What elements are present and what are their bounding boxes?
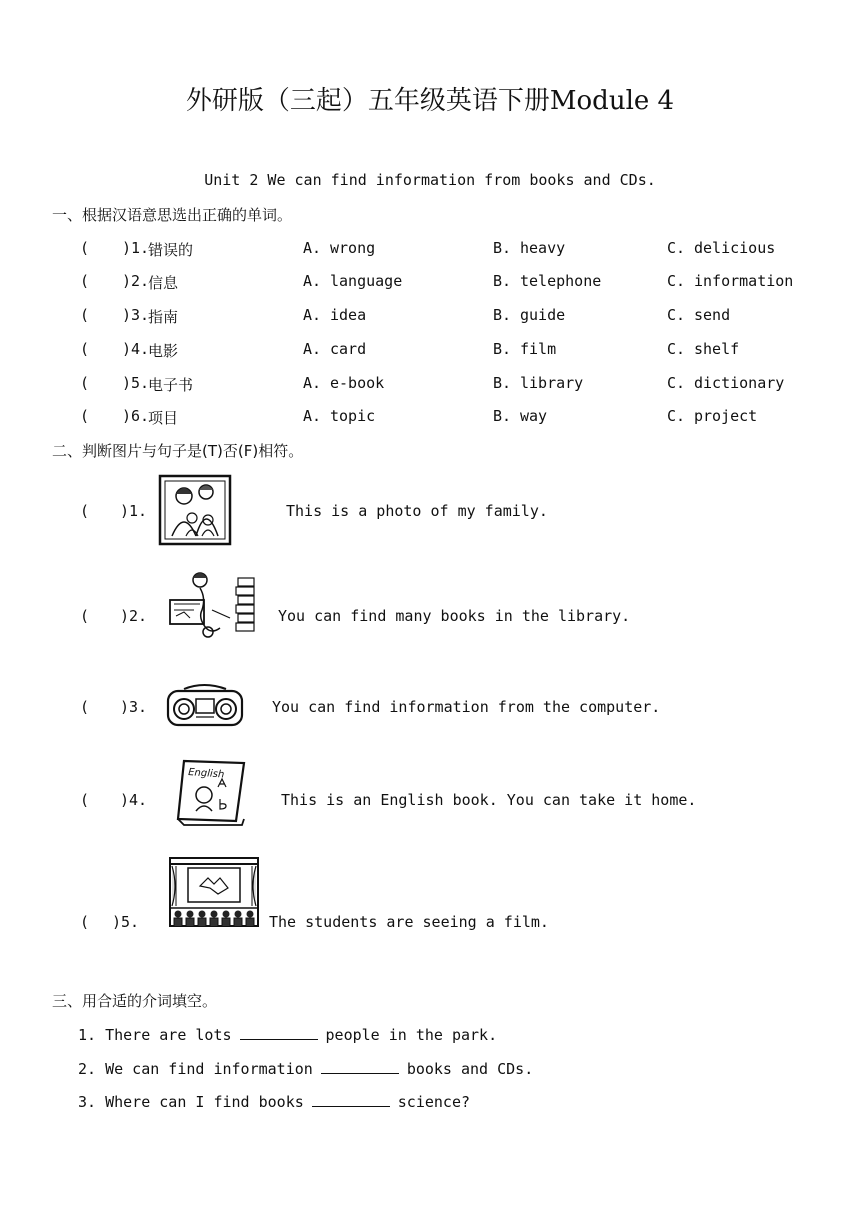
option-a: language — [330, 272, 403, 290]
unit-subtitle: Unit 2 We can find information from books and CDs. — [204, 171, 656, 189]
radio-cassette-icon — [166, 683, 244, 729]
question-number: )5. — [112, 913, 140, 931]
option-b: guide — [520, 306, 566, 324]
option-c-label: C. — [667, 340, 686, 358]
option-a-label: A. — [303, 407, 322, 425]
option-b: film — [520, 340, 557, 358]
sentence-before: Where can I find books — [105, 1093, 304, 1111]
question-number: )4. — [120, 791, 148, 809]
statement-sentence: This is an English book. You can take it home. — [281, 791, 697, 809]
sentence-after: books and CDs. — [406, 1060, 534, 1078]
item-number: 2. — [78, 1060, 97, 1078]
option-b: way — [520, 407, 548, 425]
option-a-label: A. — [303, 272, 322, 290]
option-b-label: B. — [493, 272, 512, 290]
statement-sentence: This is a photo of my family. — [286, 502, 548, 520]
option-a: topic — [330, 407, 376, 425]
english-book-icon — [174, 757, 250, 827]
question-number: )3. — [122, 306, 150, 324]
section1-heading: 一、根据汉语意思选出正确的单词。 — [52, 206, 293, 224]
family-photo-icon — [158, 474, 232, 546]
option-a-label: A. — [303, 306, 322, 324]
question-number: )1. — [120, 502, 148, 520]
option-c-label: C. — [667, 306, 686, 324]
answer-blank[interactable] — [240, 1027, 318, 1040]
answer-paren-open[interactable]: ( — [80, 239, 90, 257]
option-b: library — [520, 374, 584, 392]
section3-heading: 三、用合适的介词填空。 — [52, 992, 218, 1010]
question-number: )1. — [122, 239, 150, 257]
option-a: wrong — [330, 239, 376, 257]
option-a: idea — [330, 306, 367, 324]
answer-paren-open[interactable]: ( — [80, 698, 90, 716]
answer-paren-open[interactable]: ( — [80, 306, 90, 324]
girl-reading-books-icon — [166, 570, 258, 642]
statement-sentence: You can find many books in the library. — [278, 607, 631, 625]
answer-blank[interactable] — [312, 1094, 390, 1107]
option-a-label: A. — [303, 374, 322, 392]
chinese-meaning: 项目 — [148, 409, 179, 427]
option-b-label: B. — [493, 407, 512, 425]
sentence-after: people in the park. — [325, 1026, 498, 1044]
option-c: project — [694, 407, 758, 425]
question-number: )2. — [122, 272, 150, 290]
option-a: card — [330, 340, 367, 358]
question-number: )6. — [122, 407, 150, 425]
question-number: )5. — [122, 374, 150, 392]
item-number: 1. — [78, 1026, 97, 1044]
section2-heading: 二、判断图片与句子是(T)否(F)相符。 — [52, 442, 304, 460]
option-c: dictionary — [694, 374, 785, 392]
option-a-label: A. — [303, 239, 322, 257]
question-number: )3. — [120, 698, 148, 716]
chinese-meaning: 信息 — [148, 274, 179, 292]
sentence-after: science? — [397, 1093, 471, 1111]
fill-blank-item — [78, 1026, 497, 1044]
option-c-label: C. — [667, 407, 686, 425]
page-title: 外研版（三起）五年级英语下册Module 4 — [185, 86, 675, 116]
option-c: delicious — [694, 239, 776, 257]
answer-blank[interactable] — [321, 1061, 399, 1074]
cinema-screen-icon — [168, 856, 260, 928]
answer-paren-open[interactable]: ( — [80, 272, 90, 290]
answer-paren-open[interactable]: ( — [80, 607, 90, 625]
statement-sentence: The students are seeing a film. — [269, 913, 549, 931]
question-number: )2. — [120, 607, 148, 625]
question-number: )4. — [122, 340, 150, 358]
option-c-label: C. — [667, 374, 686, 392]
option-a: e-book — [330, 374, 385, 392]
answer-paren-open[interactable]: ( — [80, 502, 90, 520]
option-c: send — [694, 306, 731, 324]
option-c-label: C. — [667, 272, 686, 290]
option-b: telephone — [520, 272, 602, 290]
option-b-label: B. — [493, 306, 512, 324]
option-c: information — [694, 272, 794, 290]
statement-sentence: You can find information from the computer. — [272, 698, 661, 716]
option-c: shelf — [694, 340, 740, 358]
sentence-before: We can find information — [105, 1060, 313, 1078]
answer-paren-open[interactable]: ( — [80, 340, 90, 358]
option-c-label: C. — [667, 239, 686, 257]
chinese-meaning: 电子书 — [148, 376, 194, 394]
answer-paren-open[interactable]: ( — [80, 374, 90, 392]
answer-paren-open[interactable]: ( — [80, 791, 90, 809]
answer-paren-open[interactable]: ( — [80, 407, 90, 425]
fill-blank-item — [78, 1060, 533, 1078]
chinese-meaning: 错误的 — [148, 241, 194, 259]
chinese-meaning: 指南 — [148, 308, 179, 326]
item-number: 3. — [78, 1093, 97, 1111]
option-b-label: B. — [493, 340, 512, 358]
chinese-meaning: 电影 — [148, 342, 179, 360]
option-b: heavy — [520, 239, 566, 257]
option-b-label: B. — [493, 239, 512, 257]
sentence-before: There are lots — [105, 1026, 232, 1044]
option-b-label: B. — [493, 374, 512, 392]
answer-paren-open[interactable]: ( — [80, 913, 90, 931]
option-a-label: A. — [303, 340, 322, 358]
book-cover-text: English — [187, 767, 225, 781]
fill-blank-item — [78, 1093, 470, 1111]
